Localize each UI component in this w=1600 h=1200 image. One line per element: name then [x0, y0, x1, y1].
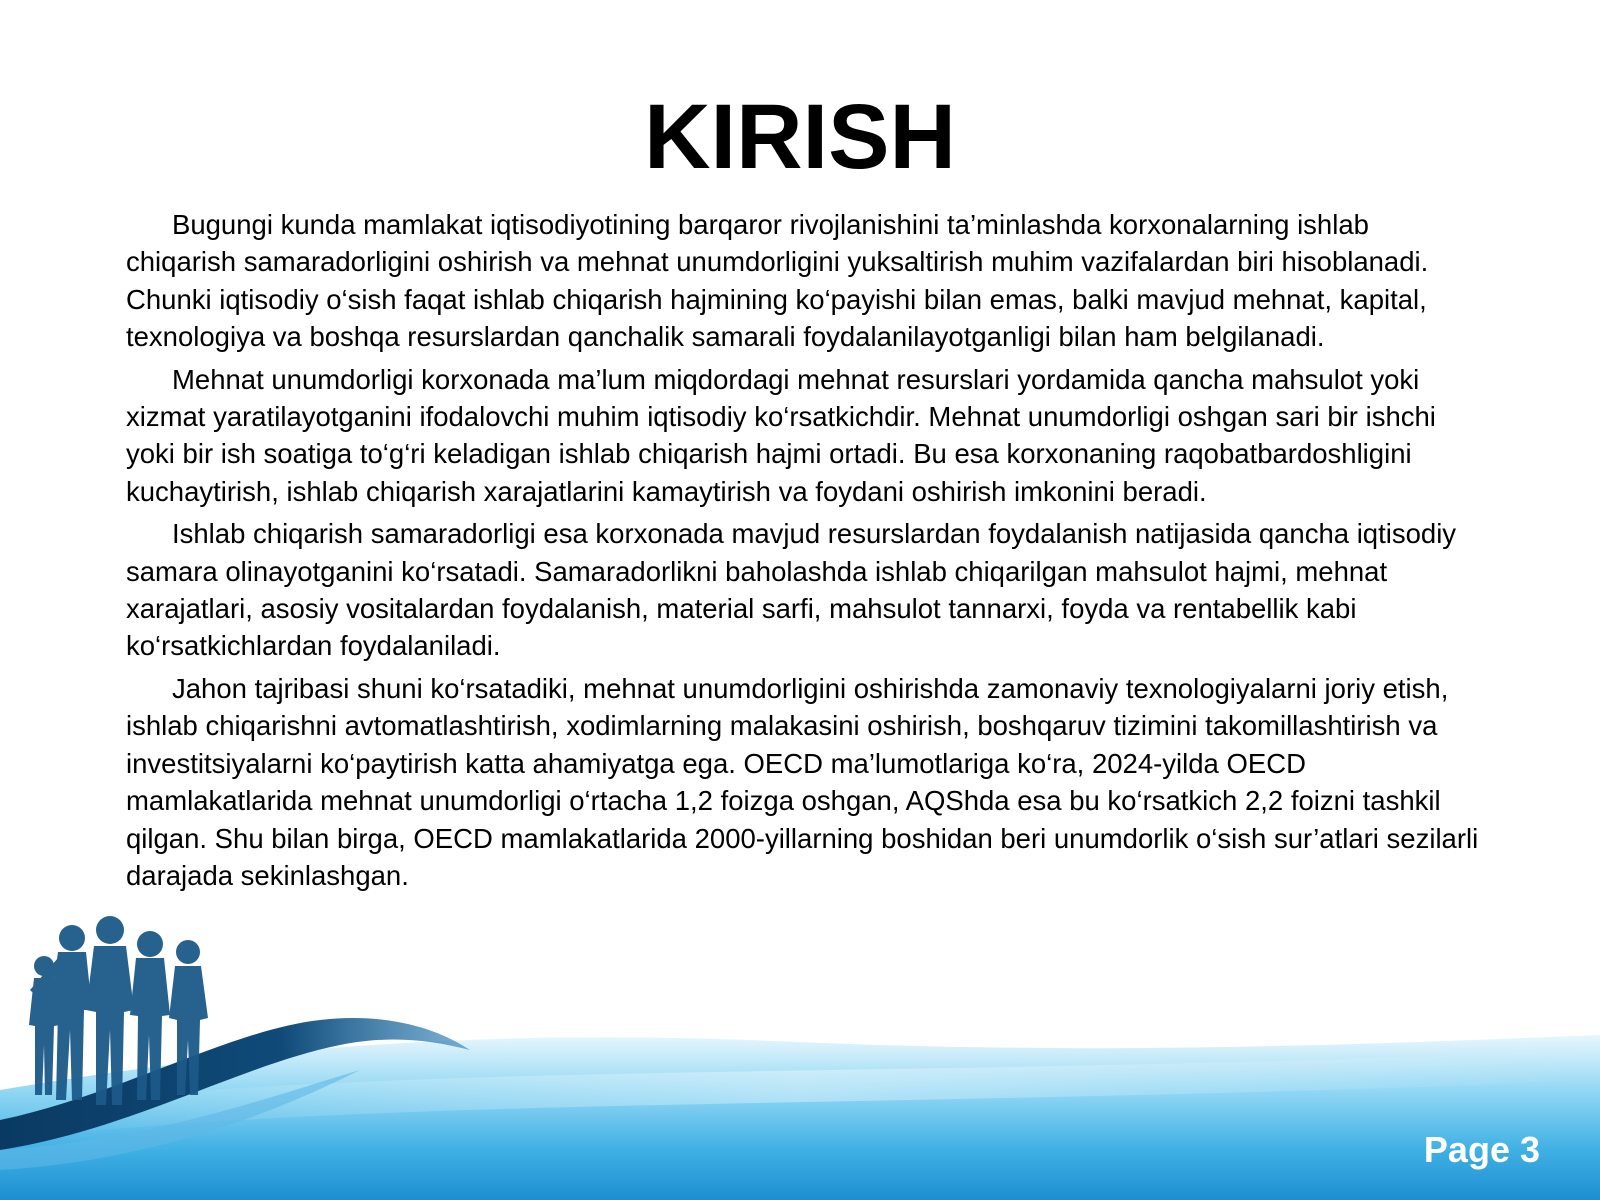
slide-title: KIRISH [644, 86, 956, 188]
paragraph-3: Ishlab chiqarish samaradorligi esa korxonada mavjud resurslardan foydalanish natijasida qancha iqtisodiy samara olinayotganini ko‘rsatadi. Samaradorlikni baholashda ishlab chiqarilgan mahsulot hajmi, mehnat xarajatlari, asosiy vositalardan foydalanish, material sarfi, mahsulot tannarxi, foyda va rentabellik kabi ko‘rsatkichlardan foydalaniladi. [126, 518, 1457, 662]
slide-body [126, 206, 1486, 899]
paragraph-2: Mehnat unumdorligi korxonada ma’lum miqdordagi mehnat resurslari yordamida qancha mahsulot yoki xizmat yaratilayotganini ifodalovchi muhim iqtisodiy ko‘rsatkichdir. Mehnat unumdorligi oshgan sari bir ishchi yoki bir ish soatiga to‘g‘ri keladigan ishlab chiqarish hajmi ortadi. Bu esa korxonaning raqobatbardoshligini kuchaytirish, ishlab chiqarish xarajatlarini kamaytirish va foydani oshirish imkonini beradi. [126, 363, 1436, 507]
page-number: Page 3 [1423, 1129, 1540, 1170]
paragraph-1: Bugungi kunda mamlakat iqtisodiyotining barqaror rivojlanishini ta’minlashda korxonalarning ishlab chiqarish samaradorligini oshirish va mehnat unumdorligini yuksaltirish muhim vazifalardan biri hisoblanadi. Chunki iqtisodiy o‘sish faqat ishlab chiqarish hajmining ko‘payishi bilan emas, balki mavjud mehnat, kapital, texnologiya va boshqa resurslardan qanchalik samarali foydalanilayotganligi bilan ham belgilanadi. [126, 209, 1429, 353]
paragraph-4: Jahon tajribasi shuni ko‘rsatadiki, mehnat unumdorligini oshirishda zamonaviy texnologiyalarni joriy etish, ishlab chiqarishni avtomatlashtirish, xodimlarning malakasini oshirish, boshqaruv tizimini takomillashtirish va investitsiyalarni ko‘paytirish katta ahamiyatga ega. OECD ma’lumotlariga ko‘ra, 2024-yilda OECD mamlakatlarida mehnat unumdorligi o‘rtacha 1,2 foizga oshgan, AQShda esa bu ko‘rsatkich 2,2 foizni tashkil qilgan. Shu bilan birga, OECD mamlakatlarida 2000-yillarning boshidan beri unumdorlik o‘sish sur’atlari sezilarli darajada sekinlashgan. [126, 672, 1479, 891]
